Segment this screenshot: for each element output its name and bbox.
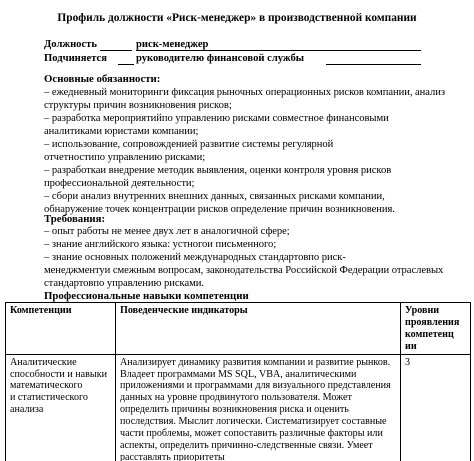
competency-cell: Аналитические способности и навыки математического и статистического анализа xyxy=(6,354,116,461)
duties-line: профессиональной деятельности; xyxy=(44,178,195,189)
requirements-heading: Требования: xyxy=(44,213,106,225)
table-header-row xyxy=(6,303,471,355)
competencies-table xyxy=(5,302,471,461)
requirements-line: стандартовпо управлению рисками. xyxy=(44,278,204,289)
duties-line: аналитиками юристами компании; xyxy=(44,126,199,137)
reports-field xyxy=(44,52,424,65)
column-header-level: Уровни проявления компетенц ии xyxy=(401,303,471,355)
duties-line: – разработкаи внедрение методик выявления, оценки контроля уровня рисков xyxy=(44,165,392,176)
requirements-line: – знание основных положений международных стандартовпо риск- xyxy=(44,252,346,263)
duties-line: – разработка мероприятийпо управлению рисками совместное финансовыми xyxy=(44,113,389,124)
duties-line: отчетностипо управлению рисками; xyxy=(44,152,206,163)
column-header-competency: Компетенции xyxy=(6,303,116,355)
column-header-indicators: Поведенческие индикаторы xyxy=(116,303,401,355)
duties-line: обнаружение точек концентрации рисков определение причин возникновения. xyxy=(44,204,395,215)
reports-label: Подчиняется xyxy=(44,53,107,64)
position-value: риск-менеджер xyxy=(136,39,209,50)
reports-value: руководителю финансовой службы xyxy=(136,53,305,64)
duties-line: – ежедневный мониторинги фиксация рыночных операционных рисков компании, анализ xyxy=(44,87,446,98)
duties-heading: Основные обязанности: xyxy=(44,73,161,85)
requirements-line: – знание английского языка: устногои письменного; xyxy=(44,239,277,250)
position-label: Должность xyxy=(44,39,97,50)
competencies-heading: Профессиональные навыки компетенции xyxy=(44,290,249,302)
level-cell: 3 xyxy=(401,354,471,461)
position-field xyxy=(44,38,424,51)
duties-line: – использование, сопровожденией развитие системы регулярной xyxy=(44,139,334,150)
requirements-line: менеджментуи смежным вопросам, законодательства Российской Федерации отраслевых xyxy=(44,265,444,276)
document-title: Профиль должности «Риск-менеджер» в производственной компании xyxy=(57,12,417,24)
duties-line: структуры причин возникновения рисков; xyxy=(44,100,232,111)
table-row xyxy=(6,354,471,461)
indicators-cell: Анализирует динамику развития компании и развитие рынков. Владеет программами MS SQL, VBA, аналитическими приложениями и программами для визуального представления данных на уровне продвинутого пользователя. Может определить причины возникновения риска и оценить последствия. Мыслит логически. Систематизирует составные части проблемы, может сопоставить различные факторы или аспекты, определить причинно-следственные связи. Умеет расставлять приоритеты xyxy=(116,354,401,461)
duties-line: – сбори анализ внутренних внешних данных, связанных рисками компании, xyxy=(44,191,385,202)
requirements-line: – опыт работы не менее двух лет в аналогичной сфере; xyxy=(44,226,290,237)
